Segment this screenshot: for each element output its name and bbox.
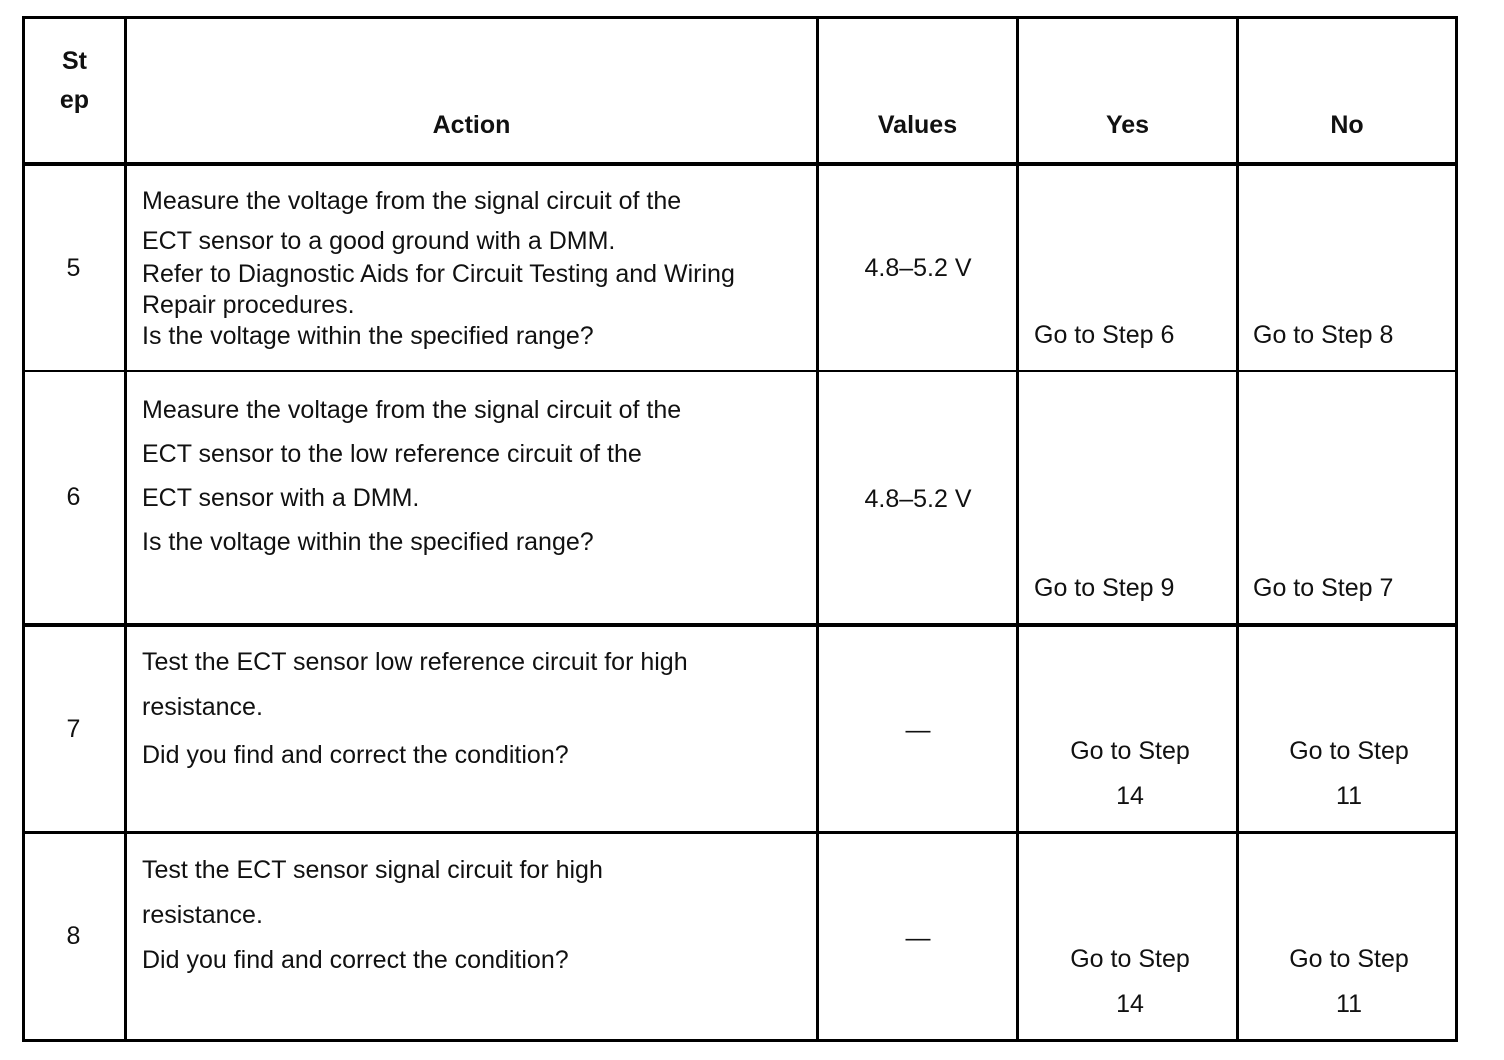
no-goto-step bbox=[1241, 729, 1457, 819]
header-action-label: Action bbox=[432, 111, 511, 139]
header-action bbox=[127, 16, 816, 162]
header-yes bbox=[1019, 16, 1236, 162]
no-goto-step: Go to Step 8 bbox=[1253, 321, 1394, 349]
value-range: 4.8–5.2 V bbox=[864, 253, 972, 282]
action-line: Did you find and correct the condition? bbox=[142, 946, 569, 974]
step-number: 6 bbox=[66, 483, 81, 511]
row-divider bbox=[22, 370, 1458, 372]
action-line: ECT sensor to the low reference circuit of the bbox=[142, 440, 642, 468]
header-yes-label: Yes bbox=[1105, 111, 1150, 139]
column-divider bbox=[1016, 16, 1019, 1042]
diagnostic-table bbox=[22, 16, 1458, 1042]
yes-goto-step bbox=[1022, 729, 1238, 819]
action-line: Test the ECT sensor signal circuit for high bbox=[142, 856, 603, 884]
no-goto-line: 11 bbox=[1336, 782, 1362, 810]
row-divider bbox=[22, 831, 1458, 834]
header-step bbox=[25, 16, 124, 162]
value-none: — bbox=[905, 923, 931, 952]
header-values bbox=[819, 16, 1016, 162]
yes-goto-step bbox=[1022, 937, 1238, 1027]
header-step-line1: St bbox=[62, 46, 87, 75]
no-goto-line: Go to Step bbox=[1289, 737, 1409, 765]
header-step-line2: ep bbox=[59, 85, 90, 114]
action-line: Measure the voltage from the signal circuit of the bbox=[142, 396, 682, 424]
action-line: ECT sensor with a DMM. bbox=[142, 484, 420, 512]
action-line: Repair procedures. bbox=[142, 291, 355, 319]
no-goto-line: Go to Step bbox=[1289, 945, 1409, 973]
no-goto-step bbox=[1241, 937, 1457, 1027]
header-no bbox=[1239, 16, 1455, 162]
step-number: 7 bbox=[66, 714, 81, 743]
column-divider bbox=[1236, 16, 1239, 1042]
action-line: Did you find and correct the condition? bbox=[142, 741, 569, 769]
action-line: resistance. bbox=[142, 901, 263, 929]
yes-goto-line: 14 bbox=[1116, 990, 1144, 1018]
no-goto-line: 11 bbox=[1336, 990, 1362, 1018]
value-none: — bbox=[905, 715, 931, 744]
yes-goto-line: 14 bbox=[1116, 782, 1144, 810]
header-divider bbox=[22, 162, 1458, 166]
action-line: Refer to Diagnostic Aids for Circuit Testing and Wiring bbox=[142, 260, 735, 288]
action-line: resistance. bbox=[142, 693, 263, 721]
action-line: ECT sensor to a good ground with a DMM. bbox=[142, 227, 616, 255]
yes-goto-step: Go to Step 6 bbox=[1034, 321, 1175, 349]
table-border-right bbox=[1455, 16, 1458, 1042]
step-number: 5 bbox=[66, 253, 81, 282]
value-range: 4.8–5.2 V bbox=[864, 484, 972, 513]
yes-goto-step: Go to Step 9 bbox=[1034, 574, 1175, 602]
header-values-label: Values bbox=[877, 111, 958, 139]
row-divider bbox=[22, 623, 1458, 627]
action-line: Is the voltage within the specified range? bbox=[142, 528, 594, 556]
action-text bbox=[142, 182, 822, 352]
action-text bbox=[142, 851, 822, 986]
action-line: Test the ECT sensor low reference circuit for high bbox=[142, 648, 688, 676]
table-border-bottom bbox=[22, 1039, 1458, 1042]
no-goto-step: Go to Step 7 bbox=[1253, 574, 1394, 602]
step-number: 8 bbox=[66, 922, 81, 950]
action-line: Is the voltage within the specified range? bbox=[142, 322, 594, 350]
action-text bbox=[142, 643, 822, 781]
yes-goto-line: Go to Step bbox=[1070, 737, 1190, 765]
header-no-label: No bbox=[1330, 111, 1364, 139]
action-line: Measure the voltage from the signal circuit of the bbox=[142, 187, 682, 215]
action-text bbox=[142, 391, 822, 567]
yes-goto-line: Go to Step bbox=[1070, 945, 1190, 973]
